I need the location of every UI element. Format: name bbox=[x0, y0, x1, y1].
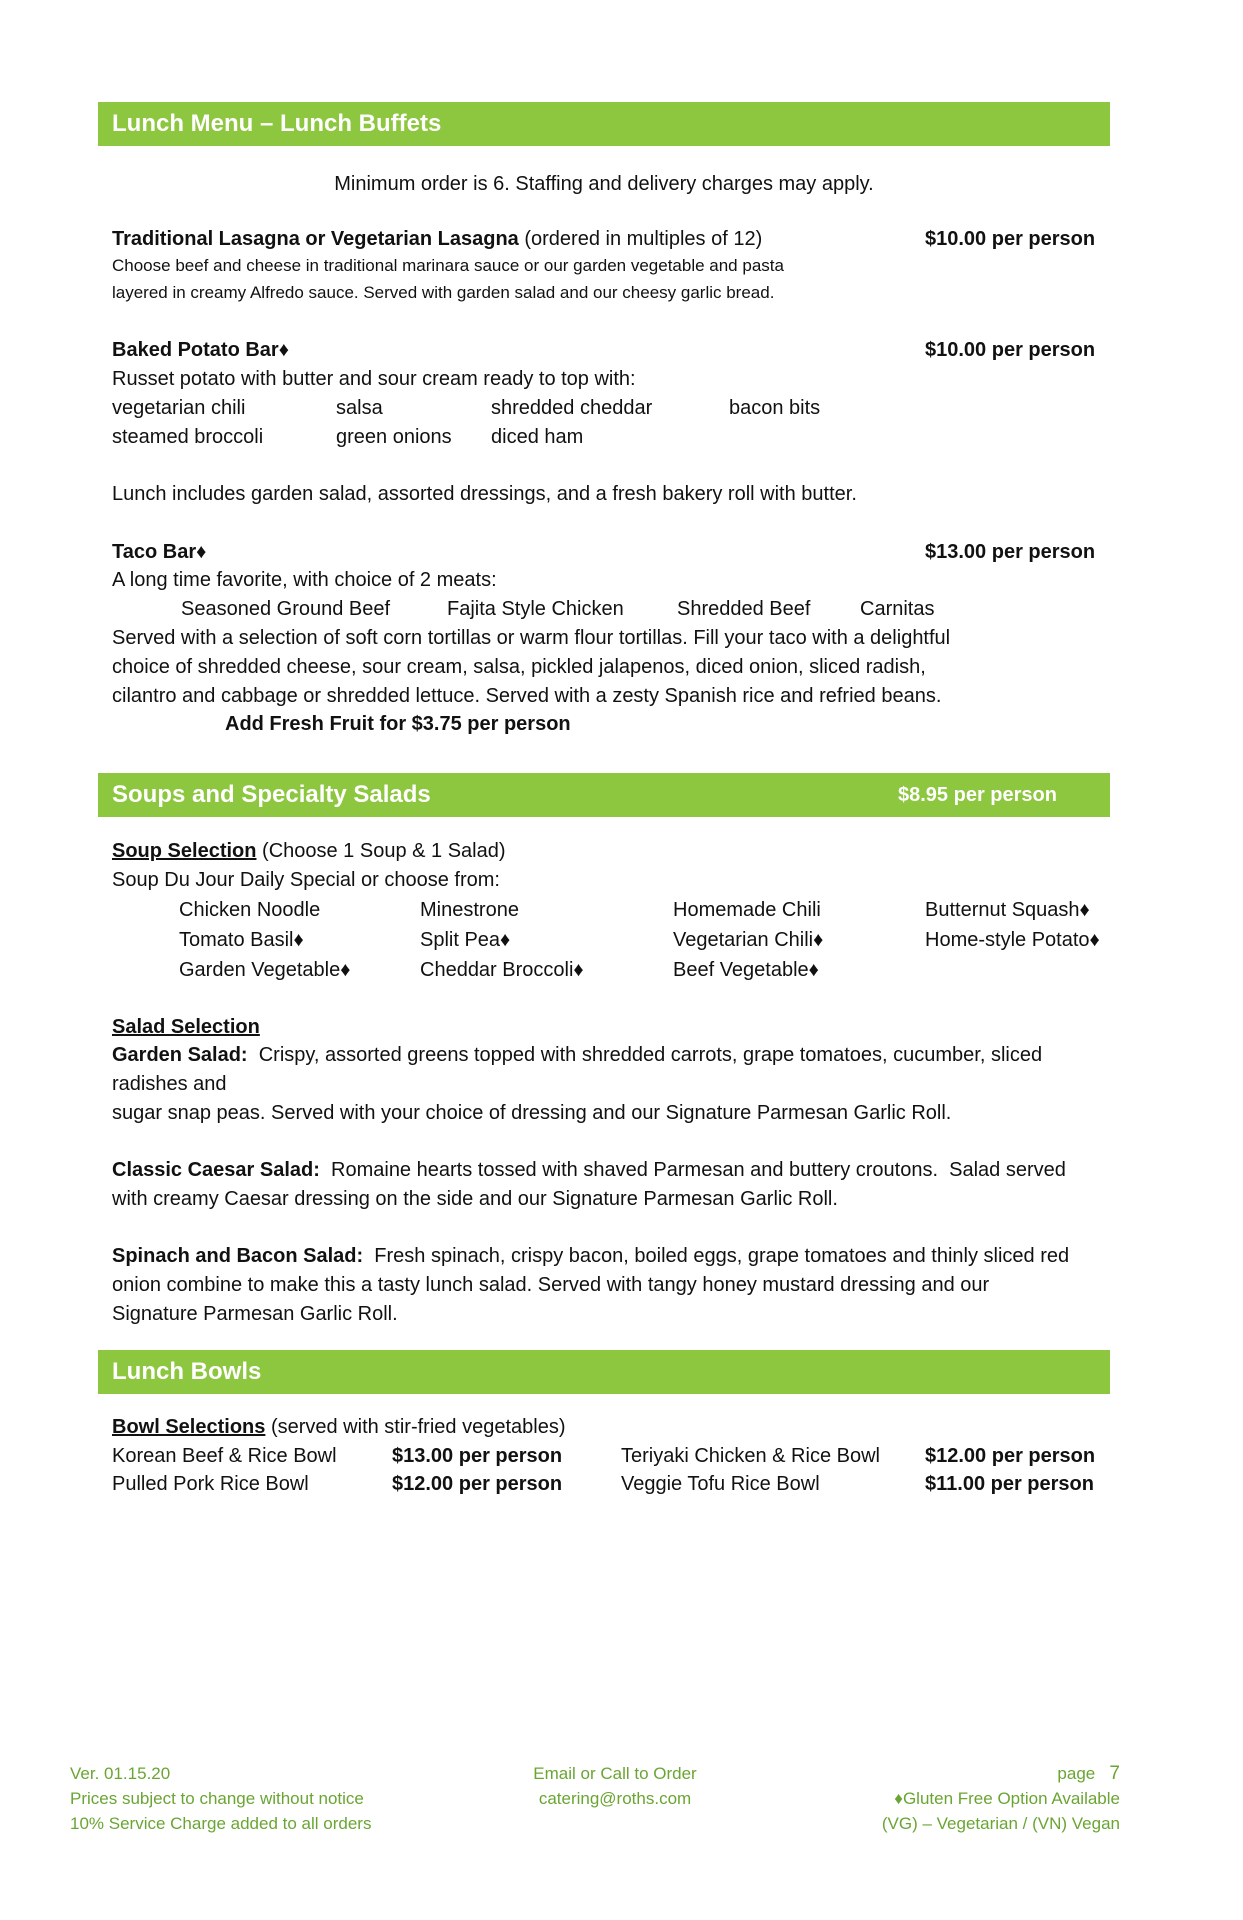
lasagna-note: (ordered in multiples of 12) bbox=[524, 228, 763, 250]
soup-item: Beef Vegetable♦ bbox=[673, 959, 819, 981]
bowl-name: Pulled Pork Rice Bowl bbox=[112, 1473, 309, 1495]
footer-veg-legend: (VG) – Vegetarian / (VN) Vegan bbox=[881, 1814, 1120, 1833]
soup-item: Chicken Noodle bbox=[179, 899, 321, 921]
section-price: $8.95 per person bbox=[898, 784, 1057, 806]
soup-selection-heading bbox=[112, 839, 506, 863]
topping-item: shredded cheddar bbox=[491, 397, 653, 419]
bowl-name: Korean Beef & Rice Bowl bbox=[112, 1445, 337, 1467]
bowl-name: Teriyaki Chicken & Rice Bowl bbox=[621, 1445, 880, 1467]
potato-includes-note: Lunch includes garden salad, assorted dressings, and a fresh bakery roll with butter. bbox=[112, 483, 857, 505]
soup-item: Tomato Basil♦ bbox=[179, 929, 304, 951]
caesar-salad-desc: Romaine hearts tossed with shaved Parmesan and buttery croutons. Salad served bbox=[319, 1159, 1066, 1181]
garden-salad-line-1 bbox=[112, 1043, 1042, 1067]
meat-option: Carnitas bbox=[860, 598, 935, 620]
spinach-salad-line-3: Signature Parmesan Garlic Roll. bbox=[112, 1303, 398, 1325]
section-header-soups-salads bbox=[98, 773, 1110, 817]
bowl-price: $13.00 per person bbox=[392, 1445, 563, 1467]
bowl-selections-heading bbox=[112, 1415, 566, 1439]
caesar-salad-name: Classic Caesar Salad: bbox=[112, 1159, 320, 1181]
soup-intro: Soup Du Jour Daily Special or choose from: bbox=[112, 869, 500, 891]
taco-bar-title: Taco Bar♦ bbox=[112, 541, 207, 563]
bowl-selections-title: Bowl Selections bbox=[112, 1416, 266, 1438]
caesar-salad-line-2: with creamy Caesar dressing on the side and our Signature Parmesan Garlic Roll. bbox=[112, 1188, 838, 1210]
taco-bar-price: $13.00 per person bbox=[925, 541, 1096, 563]
garden-salad-desc: Crispy, assorted greens topped with shredded carrots, grape tomatoes, cucumber, sliced bbox=[247, 1044, 1043, 1066]
soup-item: Minestrone bbox=[420, 899, 519, 921]
salad-selection-title: Salad Selection bbox=[112, 1016, 260, 1038]
soup-item: Butternut Squash♦ bbox=[925, 899, 1090, 921]
meat-option: Fajita Style Chicken bbox=[447, 598, 624, 620]
soup-selection-note: (Choose 1 Soup & 1 Salad) bbox=[262, 840, 506, 862]
taco-desc-1: Served with a selection of soft corn tortillas or warm flour tortillas. Fill your taco with a delightful bbox=[112, 627, 951, 649]
topping-item: bacon bits bbox=[729, 397, 821, 419]
soup-item: Vegetarian Chili♦ bbox=[673, 929, 824, 951]
garden-salad-line-3: sugar snap peas. Served with your choice of dressing and our Signature Parmesan Garlic Roll. bbox=[112, 1102, 952, 1124]
footer-email[interactable]: catering@roths.com bbox=[538, 1789, 692, 1808]
taco-desc-2: choice of shredded cheese, sour cream, salsa, pickled jalapenos, diced onion, sliced radish, bbox=[112, 656, 926, 678]
bowl-price: $12.00 per person bbox=[392, 1473, 563, 1495]
soup-item: Home-style Potato♦ bbox=[925, 929, 1100, 951]
footer-prices-note: Prices subject to change without notice bbox=[70, 1789, 364, 1808]
minimum-order-note: Minimum order is 6. Staffing and delivery charges may apply. bbox=[334, 173, 874, 195]
taco-desc-3: cilantro and cabbage or shredded lettuce. Served with a zesty Spanish rice and refried beans. bbox=[112, 685, 942, 707]
soup-item: Homemade Chili bbox=[673, 899, 821, 921]
footer-service-charge: 10% Service Charge added to all orders bbox=[70, 1814, 372, 1833]
bowl-name: Veggie Tofu Rice Bowl bbox=[621, 1473, 820, 1495]
footer-page-label: page bbox=[1057, 1764, 1096, 1783]
topping-item: diced ham bbox=[491, 426, 584, 448]
caesar-salad-line-1 bbox=[112, 1158, 1066, 1182]
lasagna-name: Traditional Lasagna or Vegetarian Lasagna bbox=[112, 228, 519, 250]
spinach-salad-name: Spinach and Bacon Salad: bbox=[112, 1245, 364, 1267]
potato-bar-title: Baked Potato Bar♦ bbox=[112, 339, 289, 361]
section-header-lunch-buffets bbox=[98, 102, 1110, 146]
footer-version: Ver. 01.15.20 bbox=[70, 1764, 171, 1783]
lasagna-title bbox=[112, 227, 762, 251]
lasagna-desc-2: layered in creamy Alfredo sauce. Served with garden salad and our cheesy garlic bread. bbox=[112, 283, 775, 302]
spinach-salad-line-1 bbox=[112, 1244, 1069, 1268]
soup-item: Garden Vegetable♦ bbox=[179, 959, 351, 981]
spinach-salad-line-2: onion combine to make this a tasty lunch salad. Served with tangy honey mustard dressing and our bbox=[112, 1274, 990, 1296]
potato-bar-price: $10.00 per person bbox=[925, 339, 1096, 361]
soup-item: Cheddar Broccoli♦ bbox=[420, 959, 584, 981]
lasagna-desc-1: Choose beef and cheese in traditional marinara sauce or our garden vegetable and pasta bbox=[112, 256, 784, 275]
garden-salad-line-2: radishes and bbox=[112, 1073, 227, 1095]
garden-salad-name: Garden Salad: bbox=[112, 1044, 248, 1066]
section-title: Soups and Specialty Salads bbox=[112, 781, 431, 808]
section-title: Lunch Menu – Lunch Buffets bbox=[112, 110, 442, 137]
bowl-price: $12.00 per person bbox=[925, 1445, 1096, 1467]
taco-intro: A long time favorite, with choice of 2 meats: bbox=[112, 569, 497, 591]
meat-option: Shredded Beef bbox=[677, 598, 811, 620]
soup-item: Split Pea♦ bbox=[420, 929, 511, 951]
bowl-selections-note: (served with stir-fried vegetables) bbox=[270, 1416, 566, 1438]
spinach-salad-desc: Fresh spinach, crispy bacon, boiled eggs, grape tomatoes and thinly sliced red bbox=[363, 1245, 1070, 1267]
topping-item: salsa bbox=[336, 397, 383, 419]
bowl-price: $11.00 per person bbox=[925, 1473, 1094, 1495]
meat-option: Seasoned Ground Beef bbox=[181, 598, 391, 620]
topping-item: steamed broccoli bbox=[112, 426, 264, 448]
soup-selection-title: Soup Selection bbox=[112, 840, 257, 862]
footer-page-indicator bbox=[820, 1762, 1120, 1786]
topping-item: vegetarian chili bbox=[112, 397, 246, 419]
lasagna-price: $10.00 per person bbox=[925, 228, 1096, 250]
potato-intro: Russet potato with butter and sour cream ready to top with: bbox=[112, 368, 636, 390]
section-title: Lunch Bowls bbox=[112, 1358, 262, 1385]
taco-addon: Add Fresh Fruit for $3.75 per person bbox=[225, 713, 571, 735]
topping-item: green onions bbox=[336, 426, 452, 448]
section-header-lunch-bowls bbox=[98, 1350, 1110, 1394]
footer-gluten-free-legend: ♦Gluten Free Option Available bbox=[894, 1789, 1120, 1808]
footer-order-label: Email or Call to Order bbox=[533, 1764, 697, 1783]
footer-page-number: 7 bbox=[1109, 1763, 1120, 1784]
